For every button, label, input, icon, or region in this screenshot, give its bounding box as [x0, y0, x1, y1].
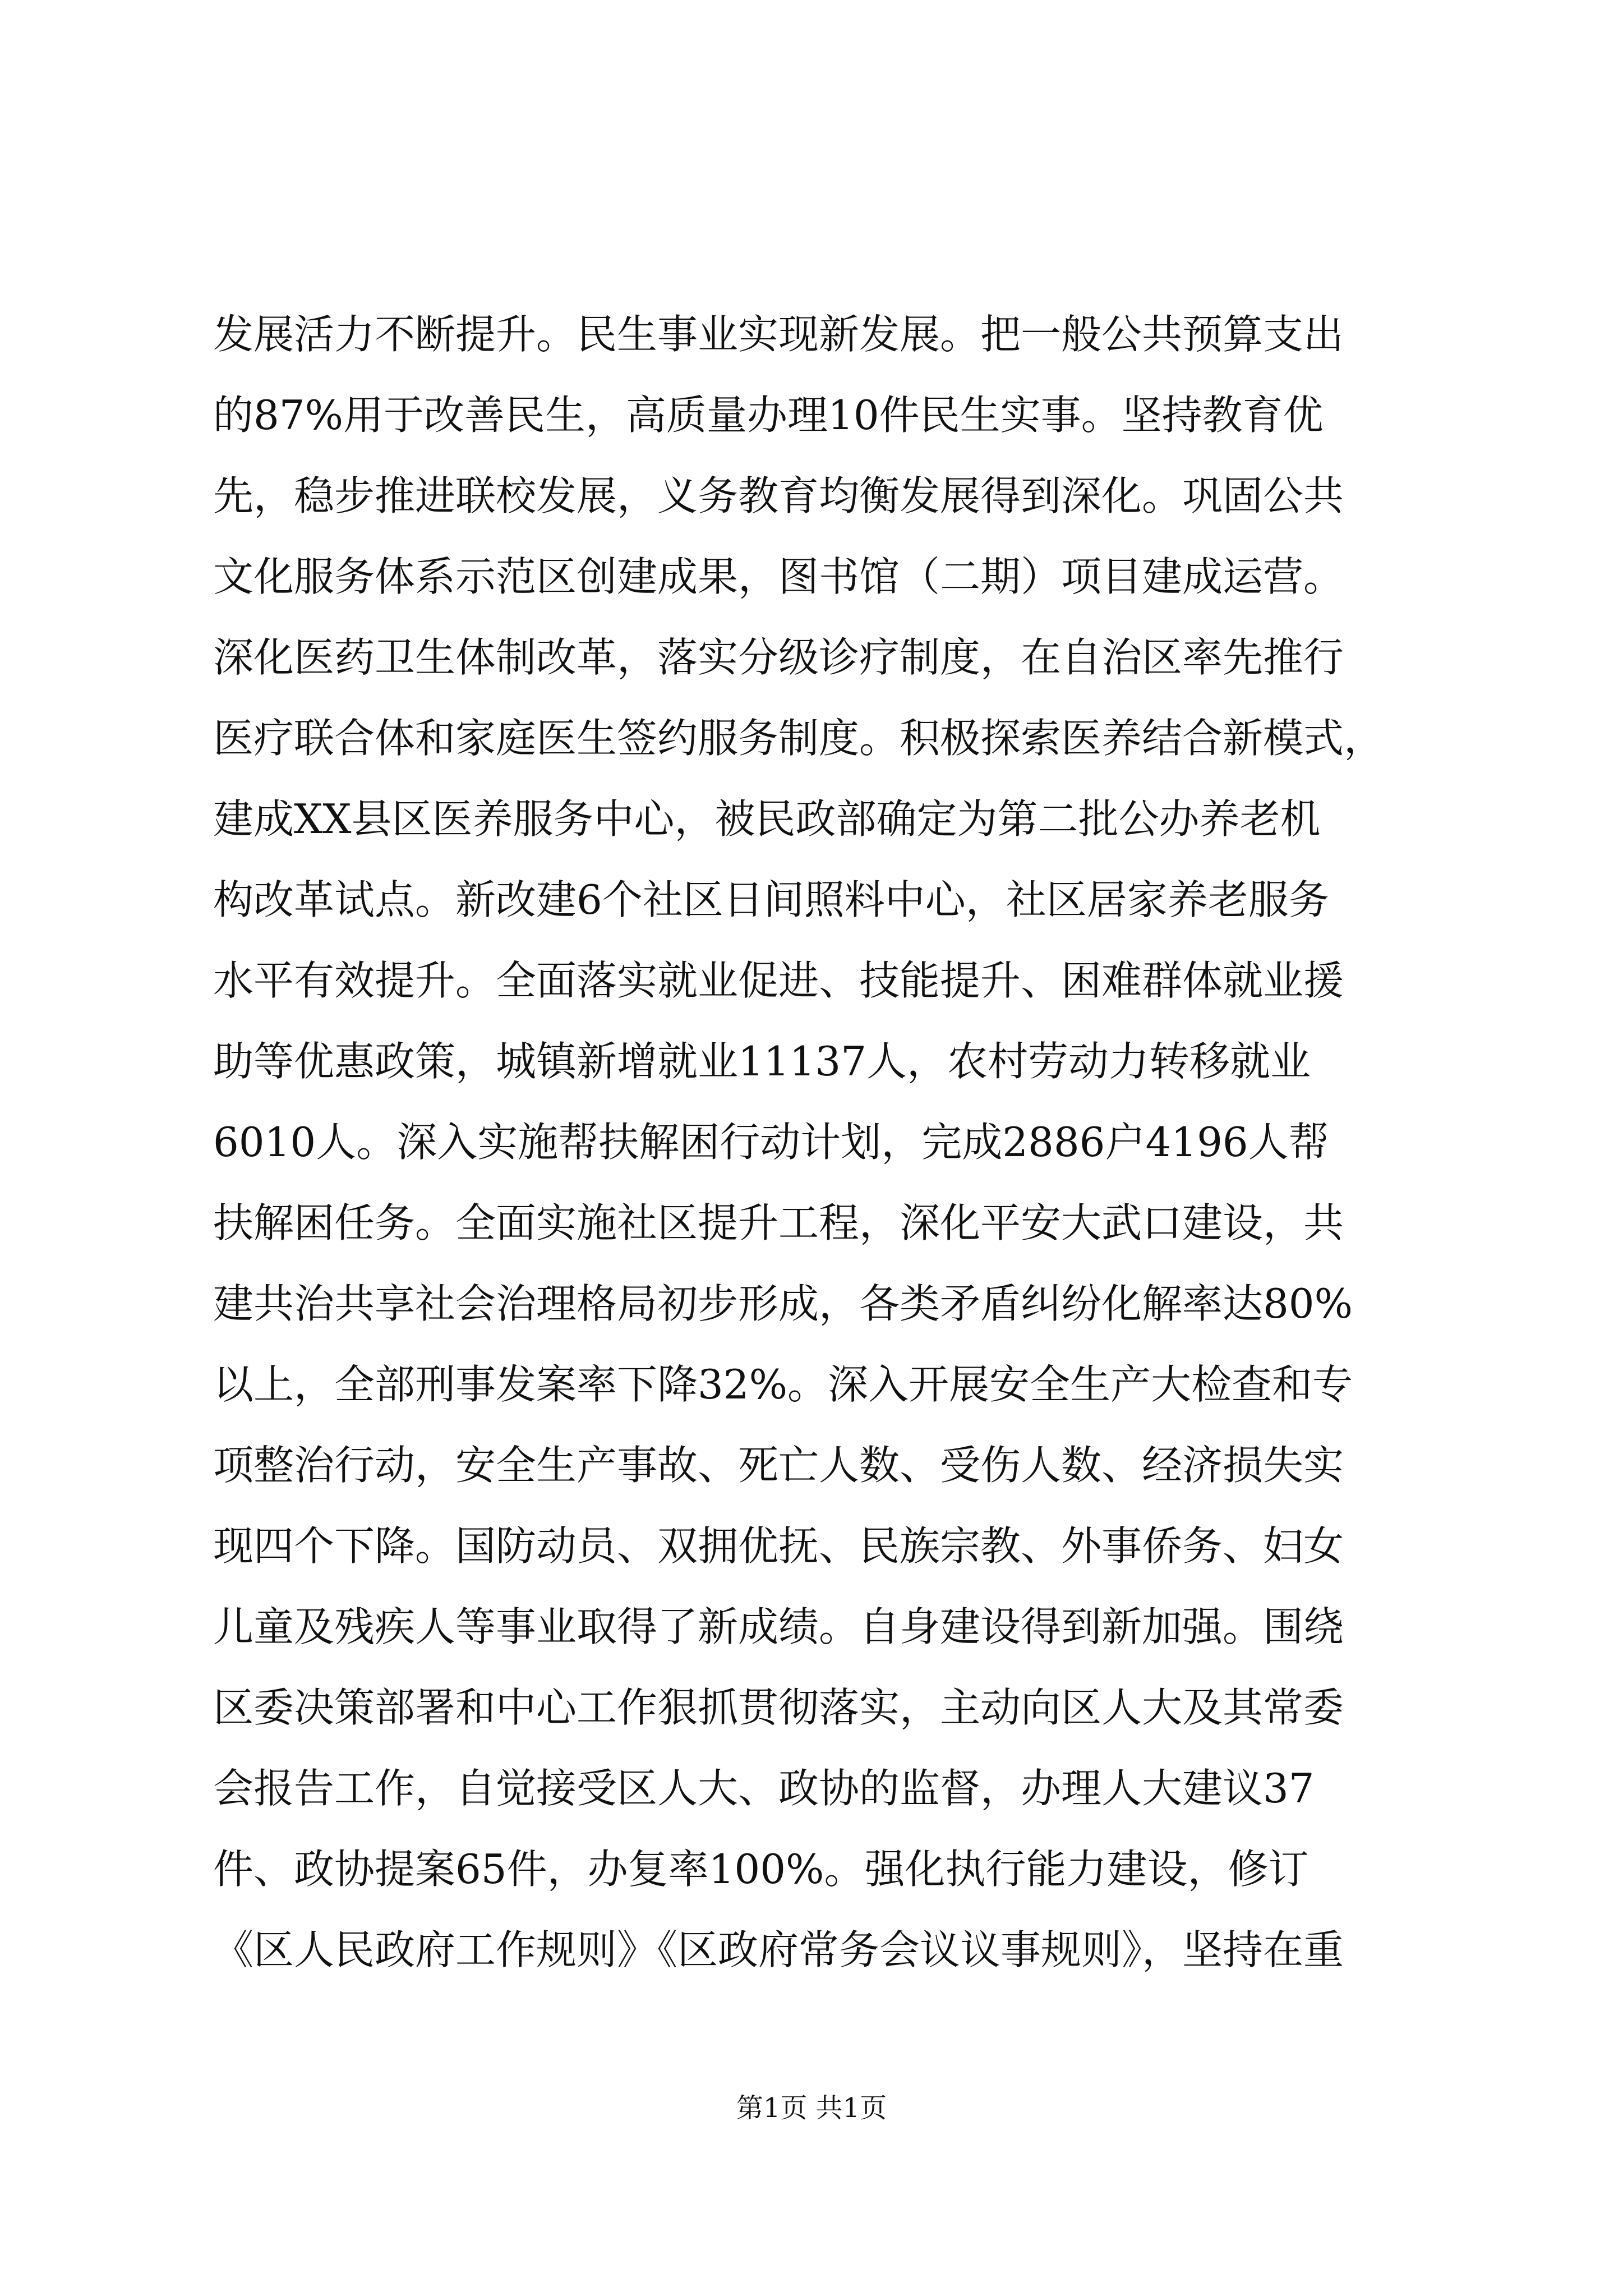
text-line: 构改革试点。新改建6个社区日间照料中心，社区居家养老服务 [213, 876, 1329, 923]
text-line: 6010人。深入实施帮扶解困行动计划，完成2886户4196人帮 [213, 1119, 1329, 1166]
text-line: 文化服务体系示范区创建成果，图书馆（二期）项目建成运营。 [213, 553, 1344, 600]
text-line: 《区人民政府工作规则》《区政府常务会议议事规则》，坚持在重 [213, 1926, 1344, 1973]
text-line: 先，稳步推进联校发展，义务教育均衡发展得到深化。巩固公共 [213, 472, 1344, 519]
text-line: 建成XX县区医养服务中心，被民政部确定为第二批公办养老机 [213, 795, 1321, 843]
text-line: 儿童及残疾人等事业取得了新成绩。自身建设得到新加强。围绕 [213, 1603, 1344, 1650]
text-line: 现四个下降。国防动员、双拥优抚、民族宗教、外事侨务、妇女 [213, 1522, 1344, 1570]
text-line: 件、政协提案65件，办复率100%。强化执行能力建设，修订 [213, 1846, 1309, 1893]
text-line: 会报告工作，自觉接受区人大、政协的监督，办理人大建议37 [213, 1765, 1315, 1812]
page-number-label: 第1页 共1页 [736, 2092, 887, 2124]
text-line: 的87%用于改善民生，高质量办理10件民生实事。坚持教育优 [213, 392, 1324, 439]
text-line: 以上，全部刑事发案率下降32%。深入开展安全生产大检查和专 [213, 1361, 1353, 1408]
text-line: 发展活力不断提升。民生事业实现新发展。把一般公共预算支出 [213, 311, 1344, 358]
text-line: 扶解困任务。全面实施社区提升工程，深化平安大武口建设，共 [213, 1199, 1344, 1246]
text-line: 建共治共享社会治理格局初步形成，各类矛盾纠纷化解率达80% [213, 1280, 1353, 1327]
text-line: 助等优惠政策，城镇新增就业11137人，农村劳动力转移就业 [213, 1038, 1311, 1085]
text-line: 区委决策部署和中心工作狠抓贯彻落实，主动向区人大及其常委 [213, 1684, 1344, 1731]
text-line: 深化医药卫生体制改革，落实分级诊疗制度，在自治区率先推行 [213, 634, 1344, 681]
text-line: 项整治行动，安全生产事故、死亡人数、受伤人数、经济损失实 [213, 1442, 1344, 1489]
text-line: 医疗联合体和家庭医生签约服务制度。积极探索医养结合新模式， [213, 715, 1385, 762]
text-line: 水平有效提升。全面落实就业促进、技能提升、困难群体就业援 [213, 957, 1344, 1004]
body-paragraph [213, 294, 1424, 1990]
page-footer [0, 2091, 1623, 2125]
